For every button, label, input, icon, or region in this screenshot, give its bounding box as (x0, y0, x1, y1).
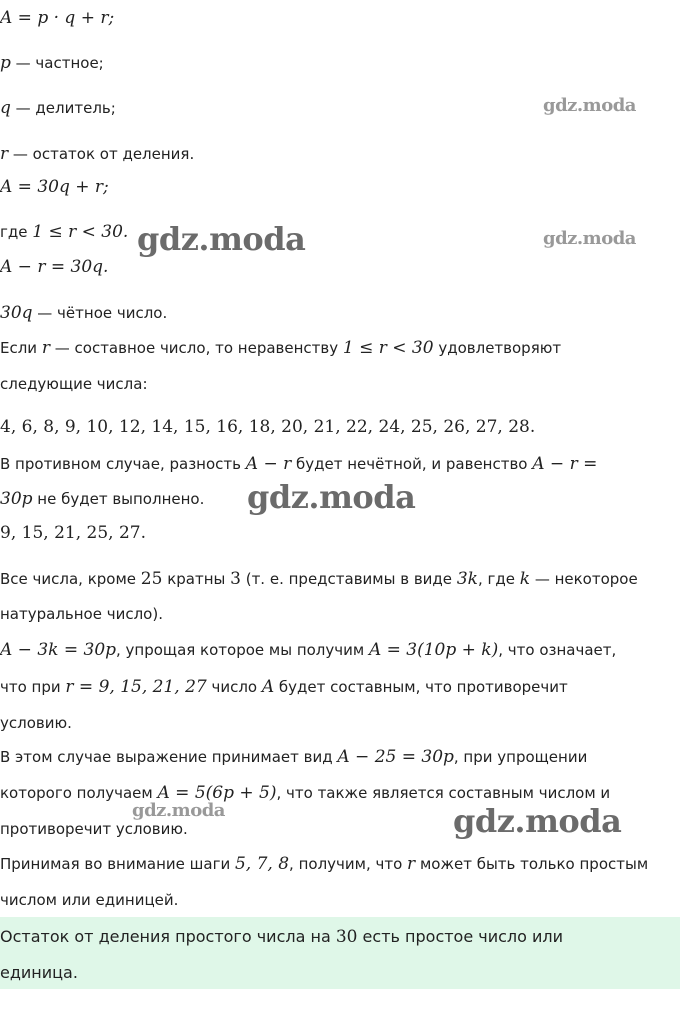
text: — остаток от деления. (8, 145, 195, 163)
text: есть простое число или (357, 927, 564, 946)
text: Все числа, кроме (0, 570, 141, 588)
text: следующие числа: (0, 375, 148, 393)
odd-composite-numbers: 9, 15, 21, 25, 27. (0, 523, 146, 543)
text-line (0, 712, 680, 734)
equation: A − r = 30q. (0, 257, 109, 277)
text: Если (0, 339, 42, 357)
text-line (0, 453, 680, 475)
text: , при упрощении (453, 748, 588, 766)
math-inline: 5, 7, 8 (234, 854, 290, 874)
text-line (0, 639, 680, 661)
text-line (0, 568, 680, 590)
math-inline: q (0, 98, 11, 118)
math-inline: 30q (0, 303, 33, 323)
text: — составное число, то неравенству (49, 339, 343, 357)
math-inline: r = 9, 15, 21, 27 (65, 677, 207, 697)
text: условию. (0, 714, 72, 732)
text: числом или единицей. (0, 891, 179, 909)
math-inline: A = 3(10p + k) (368, 640, 499, 660)
watermark: gdz.moda (137, 220, 306, 258)
definition-p (0, 52, 680, 74)
text-line (0, 373, 680, 395)
text-line (0, 889, 680, 911)
math-inline: 30 (335, 927, 358, 947)
watermark: gdz.moda (247, 478, 416, 516)
math-inline: p (0, 53, 11, 73)
text: не будет выполнено. (32, 490, 205, 508)
text: будет нечётной, и равенство (291, 455, 533, 473)
math-inline: 30p (0, 489, 33, 509)
text-line (0, 676, 680, 698)
text: удовлетворяют (433, 339, 562, 357)
text: Принимая во внимание шаги (0, 855, 235, 873)
math-inline: r (0, 144, 9, 164)
equation-line (0, 256, 680, 278)
math-inline: r (407, 854, 416, 874)
text: В противном случае, разность (0, 455, 246, 473)
math-inline: A − r = (532, 454, 598, 474)
text: где (0, 223, 33, 241)
watermark: gdz.moda (543, 95, 636, 116)
text: — чётное число. (32, 304, 168, 322)
math-inline: A = 5(6p + 5) (157, 783, 277, 803)
math-inline: 1 ≤ r < 30 (342, 338, 434, 358)
answer-line (0, 962, 680, 984)
text: единица. (0, 963, 78, 982)
text: кратны (162, 570, 231, 588)
answer-line (0, 926, 680, 948)
text: натуральное число). (0, 605, 163, 623)
math-inline: A − 3k = 30p (0, 640, 117, 660)
watermark: gdz.moda (453, 802, 622, 840)
math-inline: A (261, 677, 275, 697)
math-inline: 3 (230, 569, 241, 589)
text-line (0, 853, 680, 875)
watermark: gdz.moda (132, 800, 225, 821)
number-list (0, 416, 680, 438)
text: , упрощая которое мы получим (116, 641, 369, 659)
text: Остаток от деления простого числа на (0, 927, 336, 946)
text: — частное; (10, 54, 104, 72)
text-line (0, 302, 680, 324)
math-inline: r (41, 338, 50, 358)
math-inline: 3k (456, 569, 478, 589)
text: , что также является составным числом и (276, 784, 611, 802)
text: — делитель; (10, 99, 116, 117)
text: (т. е. представимы в виде (240, 570, 457, 588)
text: может быть только простым (415, 855, 649, 873)
math-inline: A − 25 = 30p (337, 747, 454, 767)
math-inline: A − r (245, 454, 292, 474)
equation: A = 30q + r; (0, 177, 109, 197)
text: будет составным, что противоречит (274, 678, 568, 696)
equation-line (0, 7, 680, 29)
text-line (0, 782, 680, 804)
text: противоречит условию. (0, 820, 188, 838)
text: число (206, 678, 262, 696)
text: , где (477, 570, 520, 588)
text-line (0, 603, 680, 625)
equation: A = p · q + r; (0, 8, 115, 28)
math-inline: 25 (140, 569, 163, 589)
text-line (0, 337, 680, 359)
text: что при (0, 678, 66, 696)
math-inline: 1 ≤ r < 30. (32, 222, 129, 242)
math-inline: k (519, 569, 531, 589)
text: В этом случае выражение принимает вид (0, 748, 338, 766)
text: — некоторое (530, 570, 638, 588)
definition-r (0, 143, 680, 165)
composite-numbers: 4, 6, 8, 9, 10, 12, 14, 15, 16, 18, 20, 21, 22, 24, 25, 26, 27, 28. (0, 417, 536, 437)
watermark: gdz.moda (543, 228, 636, 249)
number-list (0, 522, 680, 544)
text: , что означает, (498, 641, 617, 659)
text: которого получаем (0, 784, 158, 802)
text-line (0, 746, 680, 768)
text: , получим, что (289, 855, 408, 873)
equation-line (0, 176, 680, 198)
